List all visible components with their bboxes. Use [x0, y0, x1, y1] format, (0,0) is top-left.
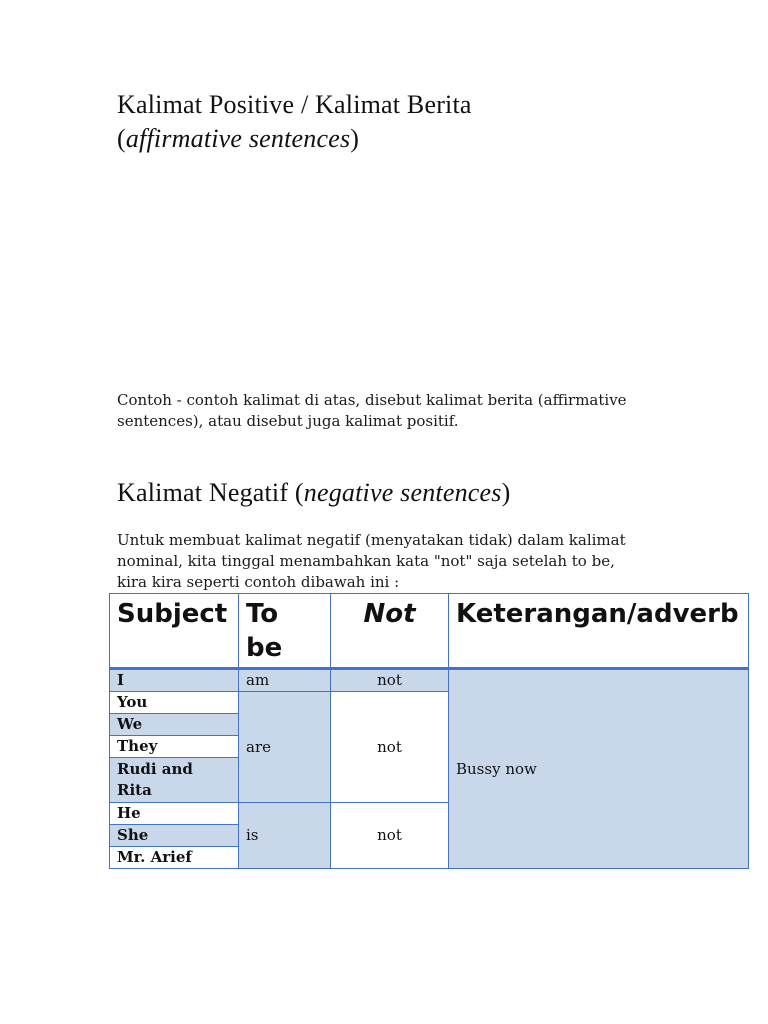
- subject-cell: He: [110, 803, 239, 825]
- heading-affirmative: [117, 88, 717, 156]
- header-to-be: To be: [239, 594, 331, 669]
- header-adverb: Keterangan/adverb: [449, 594, 749, 669]
- not-cell: not: [331, 803, 449, 869]
- heading-affirmative-open-paren: (: [117, 124, 126, 153]
- table-row: [110, 669, 749, 692]
- to-be-cell: am: [239, 669, 331, 692]
- not-cell: not: [331, 692, 449, 803]
- subject-cell: You: [110, 692, 239, 714]
- subject-cell: We: [110, 714, 239, 736]
- heading-negative-close-paren: ): [501, 478, 511, 507]
- heading-negative: [117, 476, 737, 510]
- to-be-cell: are: [239, 692, 331, 803]
- negative-sentence-table: [109, 593, 749, 869]
- header-not: Not: [331, 594, 449, 669]
- subject-cell: Mr. Arief: [110, 847, 239, 869]
- table-header-row: [110, 594, 749, 669]
- subject-cell: They: [110, 736, 239, 758]
- heading-affirmative-italic: affirmative sentences: [125, 124, 351, 153]
- heading-negative-italic: negative sentences: [303, 478, 502, 507]
- to-be-cell: is: [239, 803, 331, 869]
- heading-affirmative-close-paren: ): [350, 124, 360, 153]
- adverb-cell: Bussy now: [449, 669, 749, 869]
- subject-cell: She: [110, 825, 239, 847]
- subject-cell: I: [110, 669, 239, 692]
- not-cell: not: [331, 669, 449, 692]
- paragraph-affirmative: Contoh - contoh kalimat di atas, disebut kalimat berita (affirmative sentences), atau disebut juga kalimat positif.: [117, 391, 627, 430]
- subject-cell: Rudi and Rita: [110, 758, 239, 803]
- header-subject: Subject: [110, 594, 239, 669]
- heading-negative-text: Kalimat Negatif (: [117, 478, 304, 507]
- heading-affirmative-text: Kalimat Positive / Kalimat Berita: [117, 90, 472, 119]
- paragraph-negative: Untuk membuat kalimat negatif (menyatakan tidak) dalam kalimat nominal, kita tinggal menambahkan kata "not" saja setelah to be, kira kira seperti contoh dibawah ini :: [117, 531, 626, 591]
